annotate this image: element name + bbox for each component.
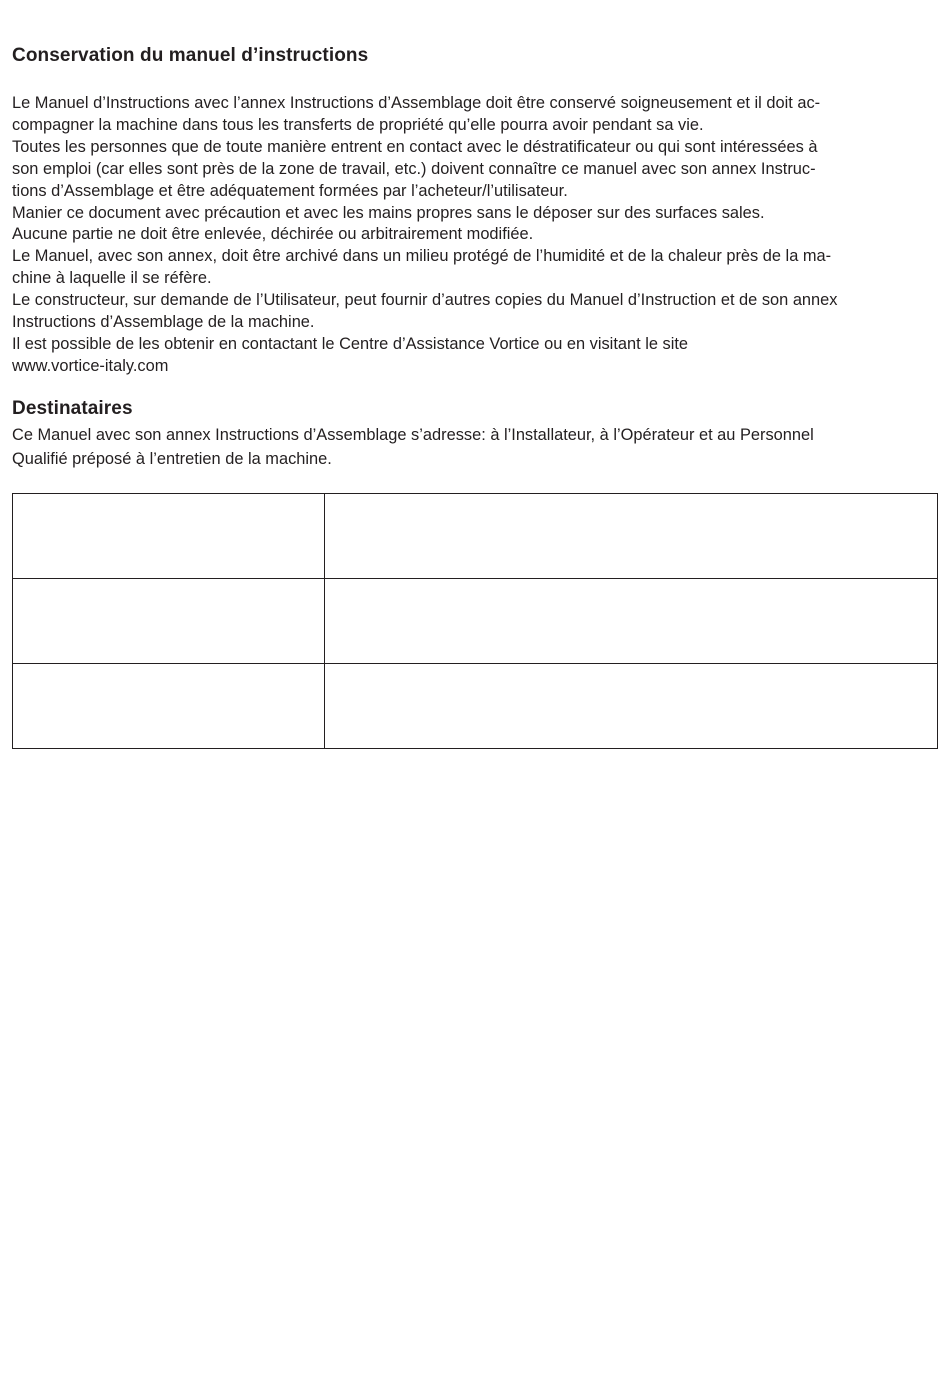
table-cell [325, 579, 938, 664]
section-title-destinataires: Destinataires [12, 398, 133, 419]
blank-table [12, 493, 938, 749]
paragraph: Ce Manuel avec son annex Instructions d’Assemblage s’adresse: à l’Installateur, à l’Opérateur et au Personnel Qualifié préposé à l’entretien de la machine. [12, 426, 814, 468]
table-cell [325, 494, 938, 579]
section-title-conservation: Conservation du manuel d’instructions [12, 45, 369, 66]
paragraph: Aucune partie ne doit être enlevée, déchirée ou arbitrairement modifiée. [12, 225, 534, 244]
table-cell [13, 579, 325, 664]
table-row [13, 664, 938, 749]
table-cell [13, 494, 325, 579]
table-cell [325, 664, 938, 749]
paragraph: Le Manuel d’Instructions avec l’annex Instructions d’Assemblage doit être conservé soigneusement et il doit ac- compagner la machine dans tous les transferts de propriété qu’elle pourra avoir pendant sa vie. [12, 94, 821, 134]
paragraph: Manier ce document avec précaution et avec les mains propres sans le déposer sur des surfaces sales. [12, 203, 765, 222]
section-body-conservation [12, 93, 938, 378]
paragraph: Le constructeur, sur demande de l’Utilisateur, peut fournir d’autres copies du Manuel d’Instruction et de son annex Instructions d’Assemblage de la machine. [12, 291, 838, 332]
section-body-destinataires [12, 423, 938, 471]
table-cell [13, 664, 325, 749]
paragraph: Il est possible de les obtenir en contactant le Centre d’Assistance Vortice ou en visitant le site www.vortice-italy.com [12, 334, 689, 375]
paragraph: Le Manuel, avec son annex, doit être archivé dans un milieu protégé de l’humidité et de la chaleur près de la ma- chine à laquelle il se réfère. [12, 247, 832, 288]
table-row [13, 579, 938, 664]
paragraph: Toutes les personnes que de toute manière entrent en contact avec le déstratificateur ou qui sont intéressées à son emploi (car elles sont près de la zone de travail, etc.) doivent connaître ce manuel avec son annex Instruc- tions d’Assemblage et être adéquatement formées par l’acheteur/l’utilisateur. [12, 137, 818, 200]
table-row [13, 494, 938, 579]
